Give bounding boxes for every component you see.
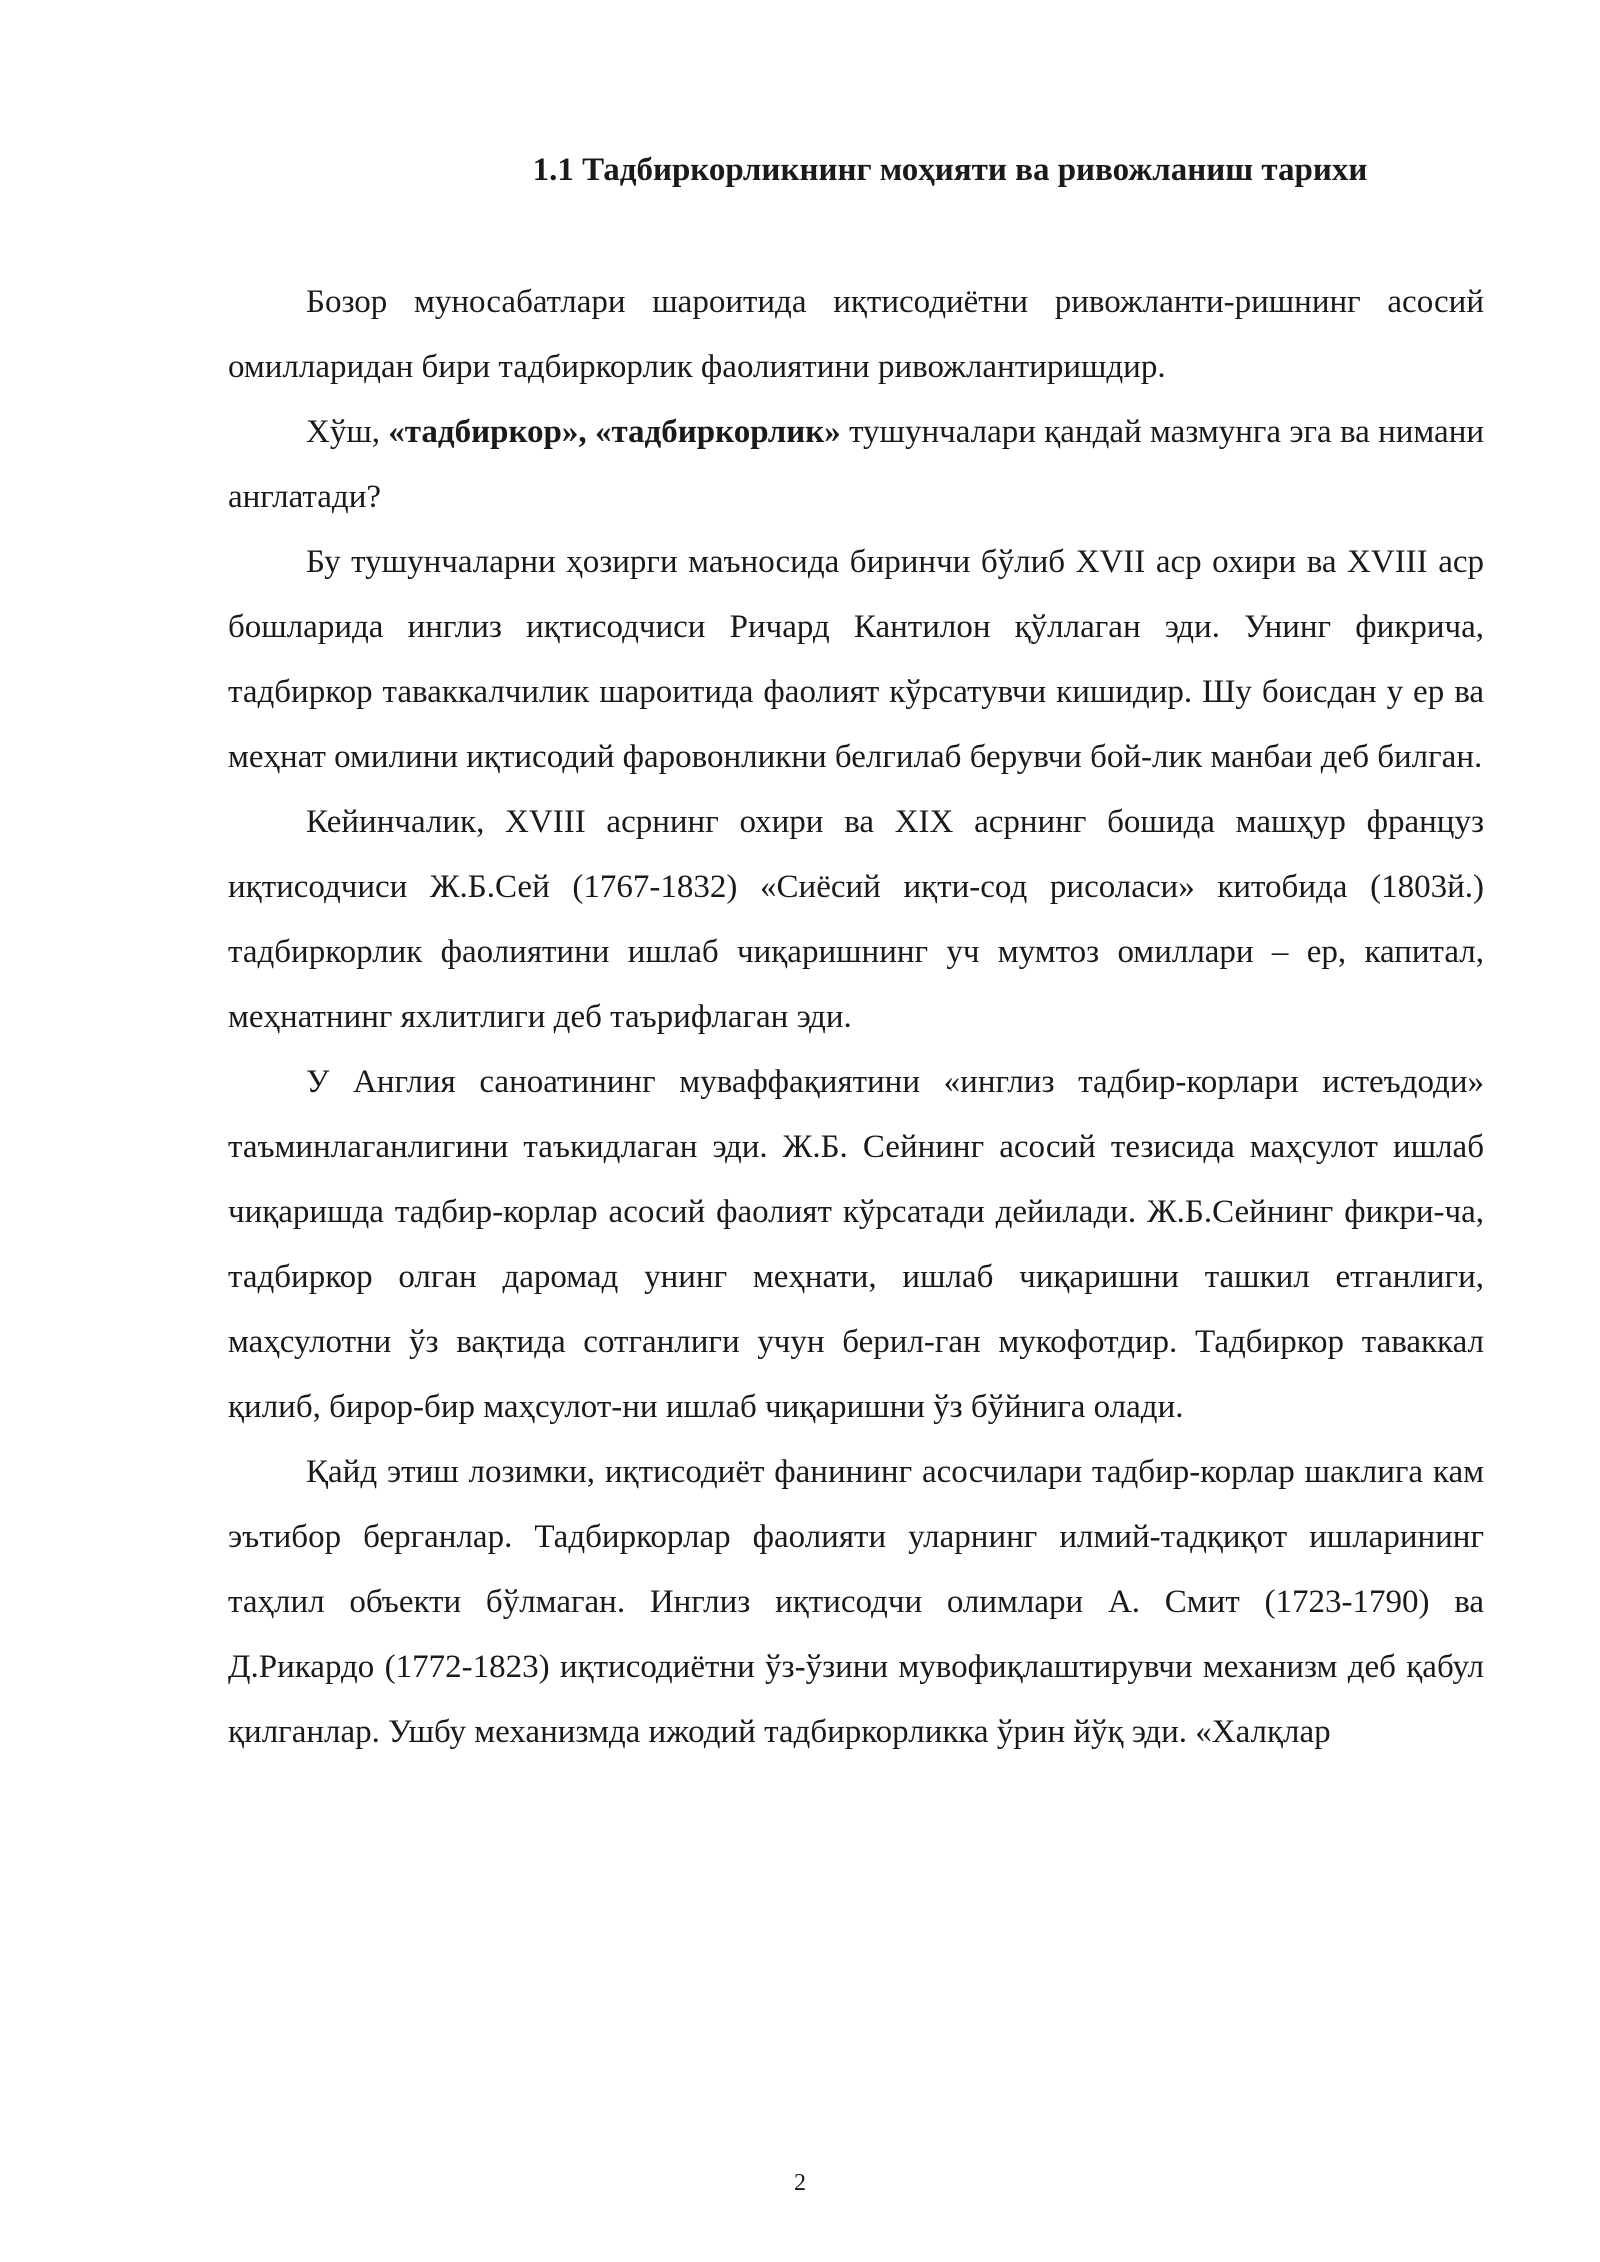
body-text: [228, 270, 1484, 1765]
paragraph: Бозор муносабатлари шароитида иқтисодиётни ривожланти-ришнинг асосий омилларидан бири тадбиркорлик фаолиятини ривожлантиришдир.: [228, 284, 1484, 385]
paragraph: У Англия саноатининг муваффақиятини «инглиз тадбир-корлари истеъдоди» таъминлаганлигини таъкидлаган эди. Ж.Б. Сейнинг асосий тезисида маҳсулот ишлаб чиқаришда тадбир-корлар асосий фаолият кўрсатади дейилади. Ж.Б.Сейнинг фикри-ча, тадбиркор олган даромад унинг меҳнати, ишлаб чиқаришни ташкил етганлиги, маҳсулотни ўз вақтида сотганлиги учун берил-ган мукофотдир. Тадбиркор таваккал қилиб, бирор-бир маҳсулот-ни ишлаб чиқаришни ўз бўйнига олади.: [228, 1064, 1484, 1425]
question-rest: тушунчалари қандай мазмунга эга ва нимани англатади?: [228, 414, 1485, 515]
paragraph: Кейинчалик, XVIII асрнинг охири ва XIX асрнинг бошида машҳур француз иқтисодчиси Ж.Б.Сей (1767-1832) «Сиёсий иқти-сод рисоласи» китобида (1803й.) тадбиркорлик фаолиятини ишлаб чиқаришнинг уч мумтоз омиллари – ер, капитал, меҳнатнинг яхлитлиги деб таърифлаган эди.: [228, 804, 1484, 1035]
section-heading: 1.1 Тадбиркорликнинг моҳияти ва ривожланиш тарихи: [532, 152, 1368, 188]
question-lead: Хўш,: [306, 414, 389, 450]
bold-terms: «тадбиркор», «тадбиркорлик»: [388, 414, 841, 450]
paragraph: Қайд этиш лозимки, иқтисодиёт фанининг асосчилари тадбир-корлар шаклига кам эътибор берганлар. Тадбиркорлар фаолияти уларнинг илмий-тадқиқот ишларининг таҳлил объекти бўлмаган. Инглиз иқтисодчи олимлари А. Смит (1723-1790) ва Д.Рикардо (1772-1823) иқтисодиётни ўз-ўзини мувофиқлаштирувчи механизм деб қабул қилганлар. Ушбу механизмда ижодий тадбиркорликка ўрин йўқ эди. «Халқлар: [228, 1454, 1484, 1750]
paragraph: Бу тушунчаларни ҳозирги маъносида биринчи бўлиб XVII аср охири ва XVIII аср бошларида инглиз иқтисодчиси Ричард Кантилон қўллаган эди. Унинг фикрича, тадбиркор таваккалчилик шароитида фаолият кўрсатувчи кишидир. Шу боисдан у ер ва меҳнат омилини иқтисодий фаровонликни белгилаб берувчи бой-лик манбаи деб билган.: [228, 544, 1484, 775]
paragraph: [228, 400, 1484, 530]
page-number: 2: [794, 2170, 806, 2196]
